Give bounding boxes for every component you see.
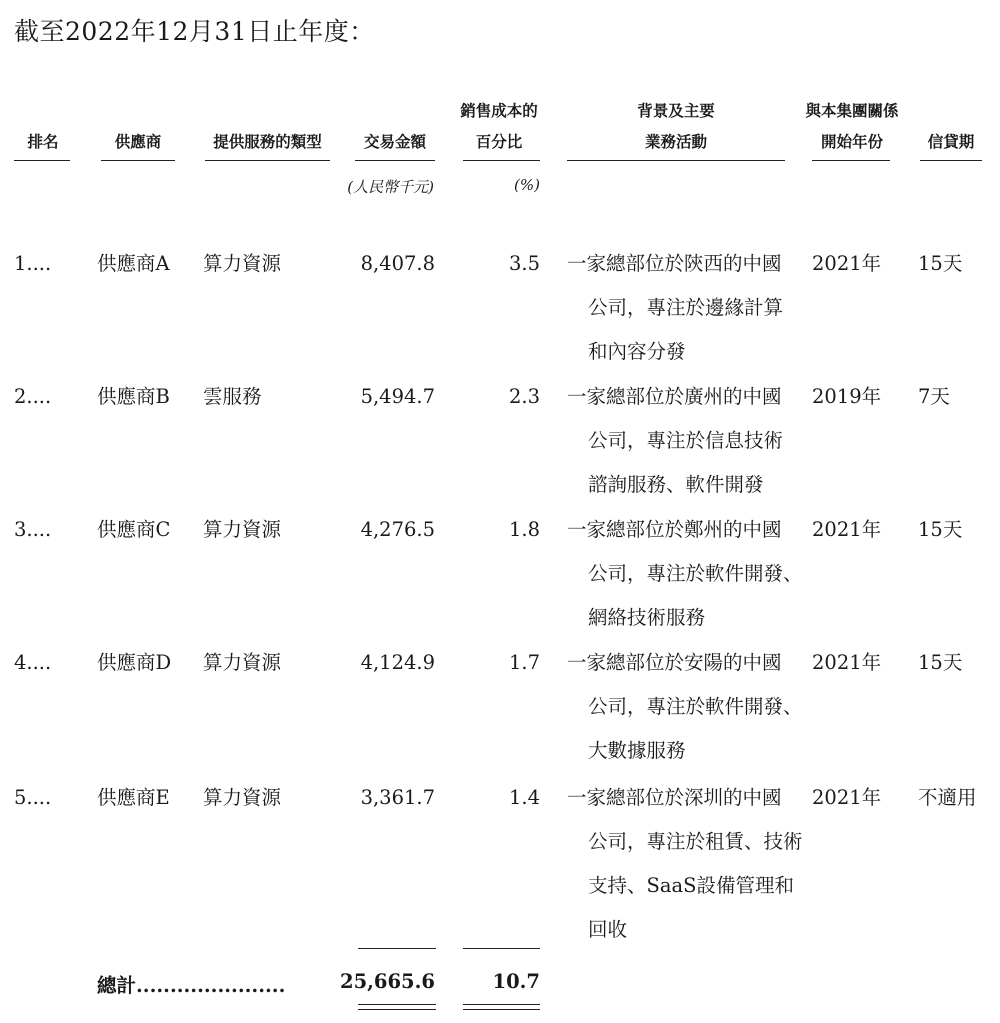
- subtotal-rule-pct: [463, 948, 540, 949]
- row-1-year: 2021年: [812, 252, 882, 275]
- row-4-supplier: 供應商D: [97, 651, 172, 674]
- row-3-year: 2021年: [812, 518, 882, 541]
- header-rule-credit: [920, 160, 982, 161]
- row-1-pct: 3.5: [508, 252, 540, 275]
- row-5-supplier: 供應商E: [97, 786, 170, 809]
- header-rule-service: [205, 160, 330, 161]
- subtotal-rule-amount: [358, 948, 436, 949]
- header-background: 背景及主要 業務活動: [637, 102, 715, 151]
- row-2-credit: 7天: [918, 385, 950, 408]
- row-1-background: 一家總部位於陝西的中國 公司，專注於邊緣計算 和內容分發: [567, 252, 784, 363]
- unit-amount: (人民幣千元): [347, 178, 434, 196]
- header-amount: 交易金額: [363, 133, 426, 151]
- row-1-credit: 15天: [918, 252, 963, 275]
- row-4-credit: 15天: [918, 651, 963, 674]
- row-4-pct: 1.7: [508, 651, 540, 674]
- page-title: 截至2022年12月31日止年度：: [14, 17, 375, 46]
- row-3-rank: 3....: [14, 518, 52, 541]
- row-5-background: 一家總部位於深圳的中國 公司，專注於租賃、技術 支持、SaaS設備管理和 回收: [567, 786, 803, 941]
- row-4-service: 算力資源: [203, 651, 282, 674]
- total-double-rule-pct-1: [463, 1004, 540, 1005]
- header-rule-year: [812, 160, 890, 161]
- header-rule-amount: [355, 160, 435, 161]
- row-5-pct: 1.4: [508, 786, 540, 809]
- total-double-rule-amount-2: [358, 1009, 436, 1010]
- total-amount: 25,665.6: [340, 970, 435, 993]
- row-2-amount: 5,494.7: [360, 385, 435, 408]
- header-rule-rank: [14, 160, 70, 161]
- header-supplier: 供應商: [114, 133, 162, 151]
- unit-pct: (%): [514, 176, 540, 194]
- header-credit-period: 信貸期: [927, 133, 975, 151]
- row-3-pct: 1.8: [508, 518, 540, 541]
- row-5-credit: 不適用: [918, 786, 977, 809]
- row-5-rank: 5....: [14, 786, 52, 809]
- row-3-credit: 15天: [918, 518, 963, 541]
- row-3-service: 算力資源: [203, 518, 282, 541]
- row-4-background: 一家總部位於安陽的中國 公司，專注於軟件開發、 大數據服務: [567, 651, 803, 762]
- row-2-service: 雲服務: [203, 385, 262, 408]
- total-pct: 10.7: [492, 970, 540, 993]
- row-2-background: 一家總部位於廣州的中國 公司，專注於信息技術 諮詢服務、軟件開發: [567, 385, 784, 496]
- row-5-service: 算力資源: [203, 786, 282, 809]
- row-2-rank: 2....: [14, 385, 52, 408]
- row-3-amount: 4,276.5: [360, 518, 435, 541]
- row-4-amount: 4,124.9: [360, 651, 435, 674]
- total-double-rule-pct-2: [463, 1009, 540, 1010]
- row-1-service: 算力資源: [203, 252, 282, 275]
- header-relationship-year: 與本集團關係 開始年份: [805, 102, 899, 151]
- row-4-rank: 4....: [14, 651, 52, 674]
- row-3-supplier: 供應商C: [97, 518, 171, 541]
- header-pct: 銷售成本的 百分比: [460, 102, 538, 151]
- row-1-supplier: 供應商A: [97, 252, 170, 275]
- header-service-type: 提供服務的類型: [213, 133, 322, 151]
- total-double-rule-amount-1: [358, 1004, 436, 1005]
- row-4-year: 2021年: [812, 651, 882, 674]
- row-5-year: 2021年: [812, 786, 882, 809]
- header-rank: 排名: [27, 133, 59, 151]
- row-2-pct: 2.3: [508, 385, 540, 408]
- header-rule-supplier: [101, 160, 175, 161]
- row-2-year: 2019年: [812, 385, 882, 408]
- row-2-supplier: 供應商B: [97, 385, 170, 408]
- row-3-background: 一家總部位於鄭州的中國 公司，專注於軟件開發、 網絡技術服務: [567, 518, 803, 629]
- row-1-amount: 8,407.8: [360, 252, 435, 275]
- total-label: 總計......................: [97, 974, 286, 997]
- header-rule-pct: [463, 160, 540, 161]
- header-rule-background: [567, 160, 785, 161]
- row-5-amount: 3,361.7: [360, 786, 435, 809]
- row-1-rank: 1....: [14, 252, 52, 275]
